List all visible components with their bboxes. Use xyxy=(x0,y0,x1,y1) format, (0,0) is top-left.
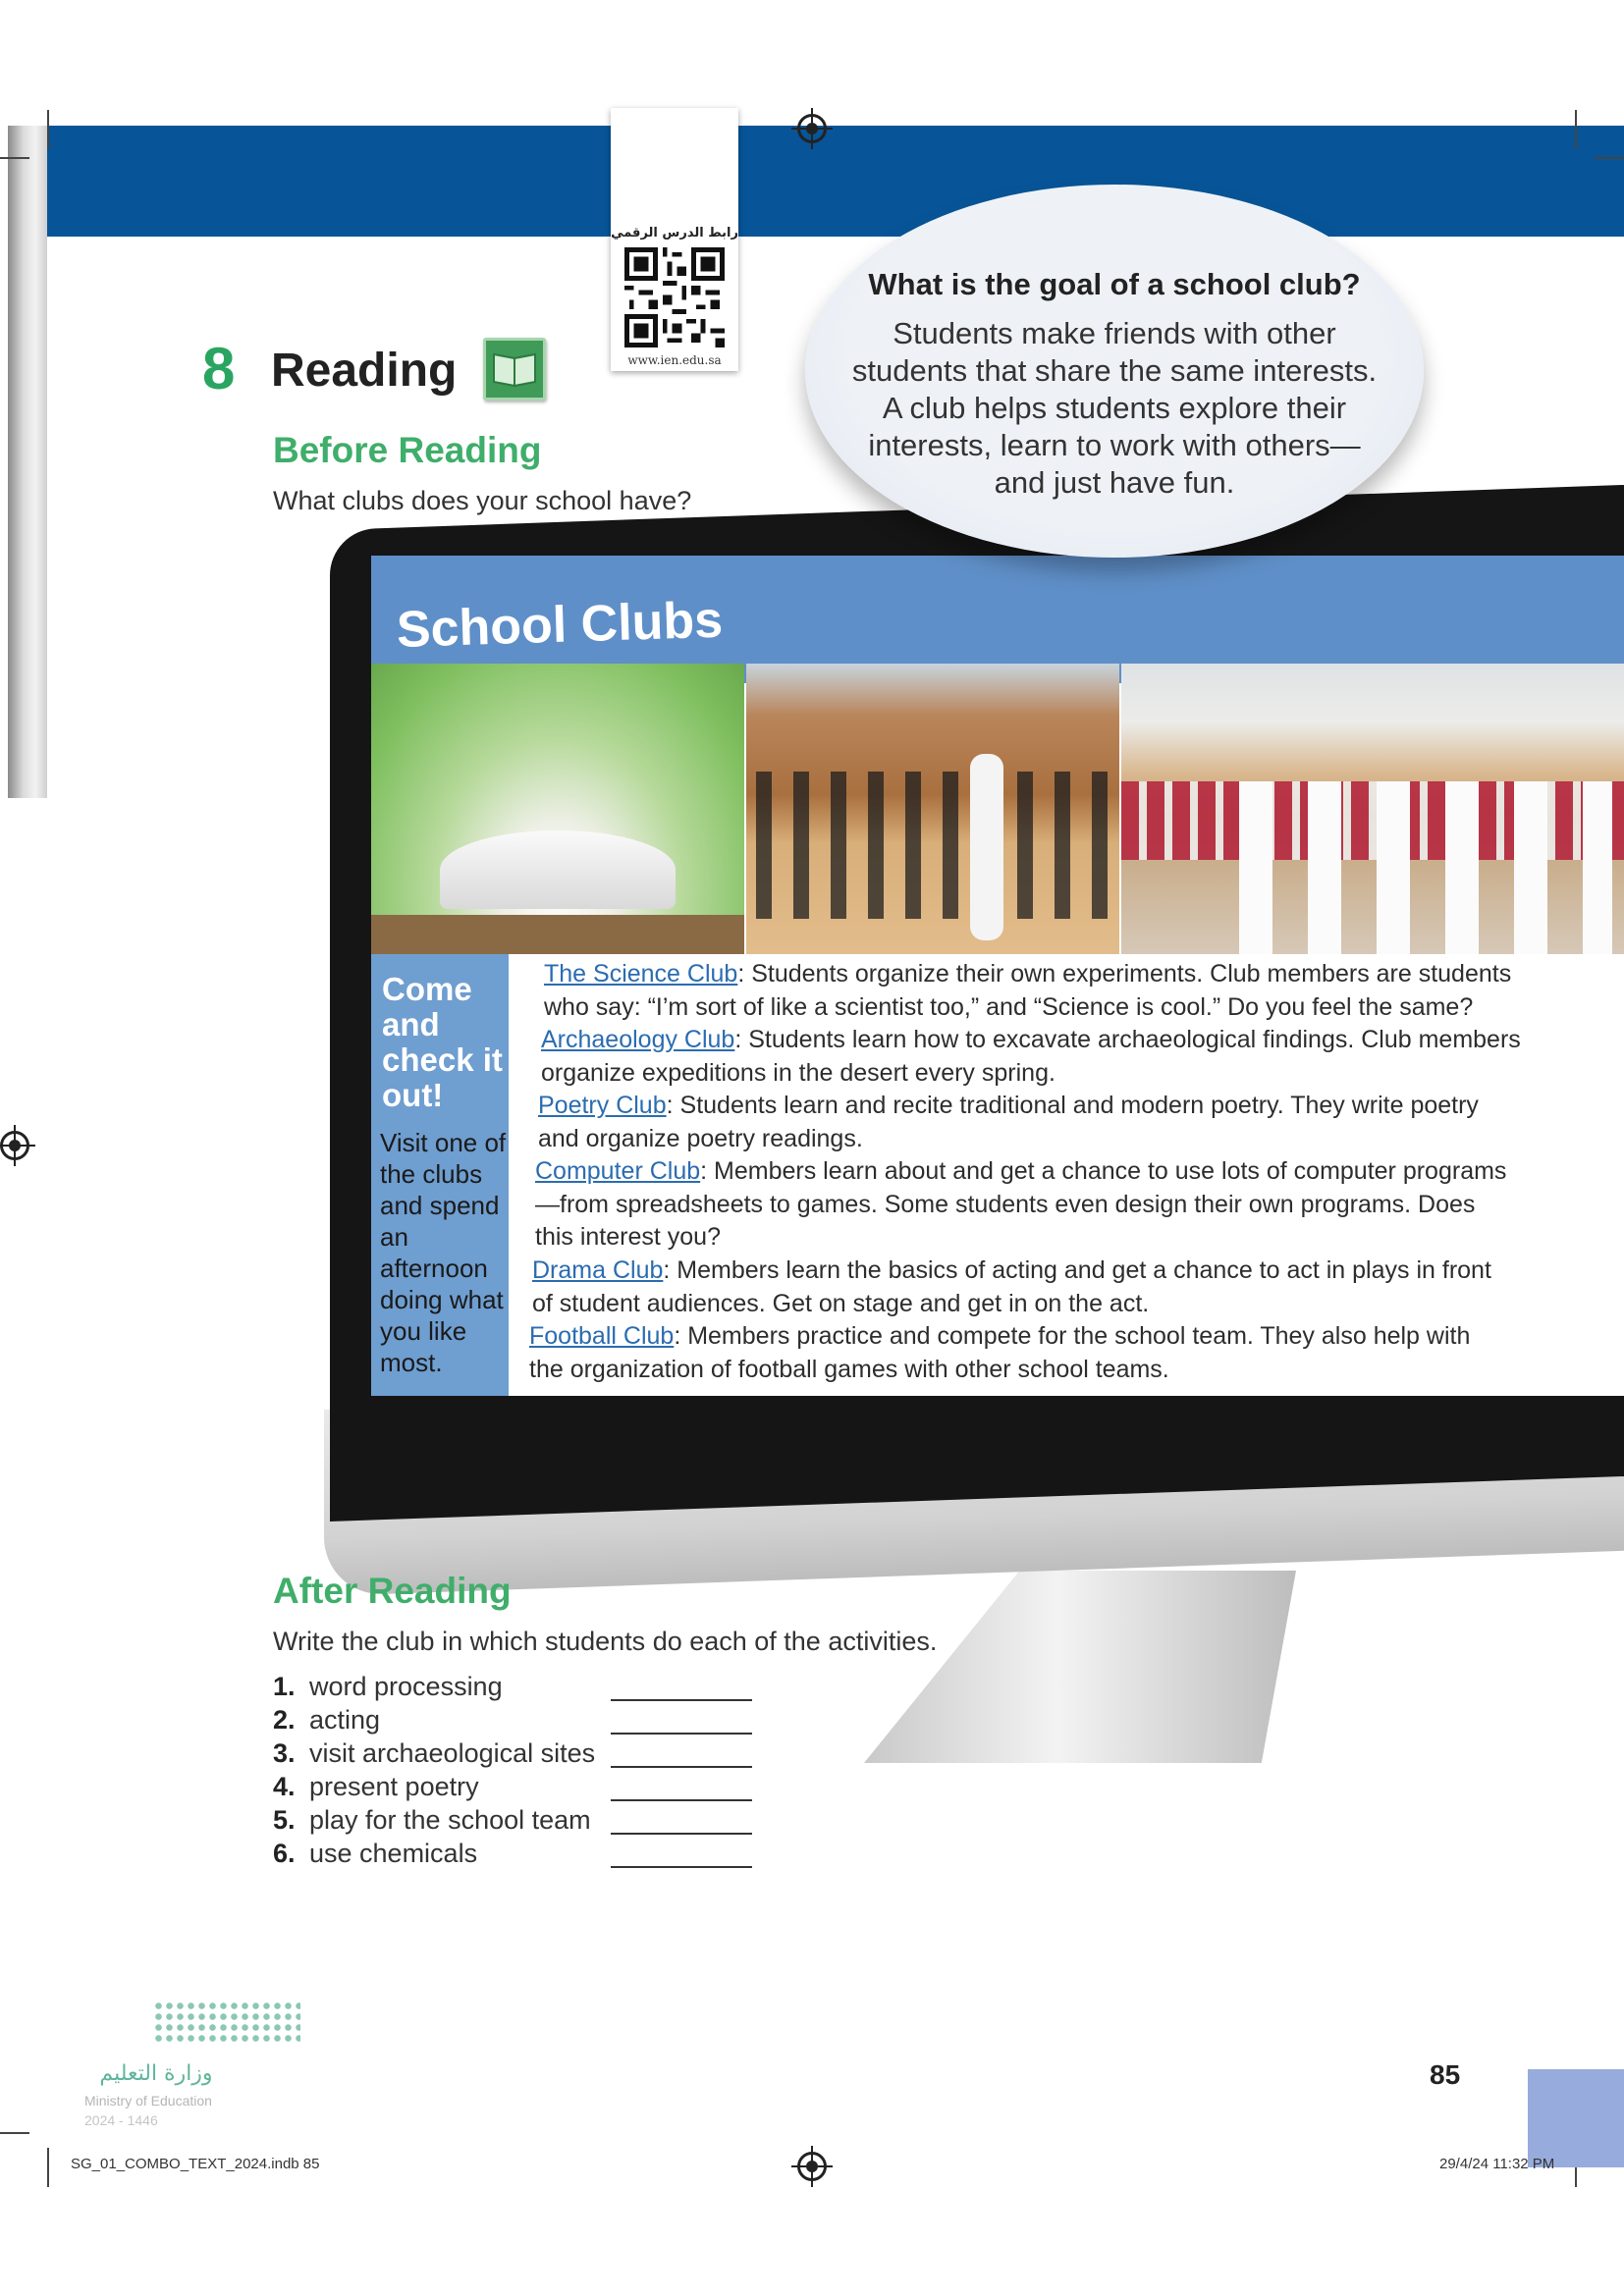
ministry-name-english: Ministry of Education xyxy=(84,2093,212,2109)
item-number: 4. xyxy=(273,1772,296,1801)
club-link-archaeology[interactable]: Archaeology Club xyxy=(541,1026,735,1053)
club-entry-poetry xyxy=(538,1090,1520,1155)
club-entry-football xyxy=(529,1320,1511,1386)
item-activity: word processing xyxy=(309,1672,503,1701)
digital-lesson-qr-card[interactable] xyxy=(611,108,738,371)
page-number: 85 xyxy=(1430,2059,1461,2090)
answer-blank[interactable] xyxy=(611,1699,752,1701)
group-of-people xyxy=(756,772,1110,919)
item-number: 5. xyxy=(273,1805,296,1835)
item-number: 6. xyxy=(273,1839,296,1868)
item-number: 1. xyxy=(273,1672,296,1701)
club-entry-archaeology xyxy=(541,1024,1523,1090)
exercise-item xyxy=(273,1705,784,1738)
print-slug: SG_01_COMBO_TEXT_2024.indb 85 xyxy=(71,2156,320,2172)
left-edge-photo xyxy=(8,126,47,798)
goal-speech-bubble xyxy=(805,185,1424,558)
answer-blank[interactable] xyxy=(611,1833,752,1835)
bubble-answer: Students make friends with other students that share the same interests. A club helps students explore their interests, learn to work with others— and just have fun. xyxy=(851,316,1378,500)
open-book-photo xyxy=(371,664,744,954)
side-panel-body: Visit one of the clubs and spend an afternoon doing what you like most. xyxy=(380,1128,507,1377)
club-entry-drama xyxy=(532,1255,1514,1320)
answer-blank[interactable] xyxy=(611,1766,752,1768)
crop-mark xyxy=(1575,110,1577,149)
crop-mark xyxy=(0,2132,29,2134)
registration-mark xyxy=(797,114,827,143)
club-description: : Members practice and compete for the school team. They also help with the organization of football games with other school teams. xyxy=(529,1322,1471,1383)
monitor-screen xyxy=(371,556,1624,1396)
item-activity: present poetry xyxy=(309,1772,479,1801)
after-reading-instruction: Write the club in which students do each of the activities. xyxy=(273,1627,938,1656)
qr-url[interactable]: www.ien.edu.sa xyxy=(627,353,722,367)
exercise-item xyxy=(273,1772,784,1805)
item-activity: use chemicals xyxy=(309,1839,478,1868)
club-description: : Students learn how to excavate archaeological findings. Club members organize expeditions in the desert every spring. xyxy=(541,1026,1521,1087)
print-timestamp: 29/4/24 11:32 PM xyxy=(1439,2156,1555,2172)
come-check-it-out-panel xyxy=(371,954,509,1396)
item-number: 3. xyxy=(273,1738,296,1768)
crop-mark xyxy=(1595,157,1624,159)
exercise-item xyxy=(273,1672,784,1705)
monitor-stand xyxy=(864,1571,1296,1763)
bubble-question: What is the goal of a school club? xyxy=(868,267,1361,301)
club-description: : Students learn and recite traditional and modern poetry. They write poetry and organize poetry readings. xyxy=(538,1092,1479,1152)
exercise-item xyxy=(273,1805,784,1839)
page-corner-tab xyxy=(1528,2069,1624,2167)
after-reading-heading: After Reading xyxy=(273,1571,512,1611)
screen-title: School Clubs xyxy=(396,591,724,659)
club-description: : Members learn the basics of acting and get a chance to act in plays in front of student audiences. Get on stage and get in on the act. xyxy=(532,1256,1491,1317)
crop-mark xyxy=(47,110,49,149)
top-color-band xyxy=(47,126,1624,237)
guide-in-white-robe xyxy=(970,754,1003,940)
registration-mark xyxy=(797,2152,827,2181)
club-link-drama[interactable]: Drama Club xyxy=(532,1256,664,1284)
club-description: : Students organize their own experiments. Club members are students who say: “I’m sort of like a scientist too,” and “Science is cool.” Do you feel the same? xyxy=(544,960,1512,1021)
exercise-item xyxy=(273,1738,784,1772)
before-reading-question: What clubs does your school have? xyxy=(273,486,692,515)
side-panel-heading: Come and check it out! xyxy=(382,971,503,1113)
desert-expedition-photo xyxy=(746,664,1119,954)
item-number: 2. xyxy=(273,1705,296,1735)
item-activity: visit archaeological sites xyxy=(309,1738,596,1768)
ministry-logo-dots-icon xyxy=(153,2001,300,2042)
school-hall-performance-photo xyxy=(1121,664,1624,954)
club-link-football[interactable]: Football Club xyxy=(529,1322,675,1350)
answer-blank[interactable] xyxy=(611,1866,752,1868)
performers xyxy=(1239,781,1612,954)
unit-number: 8 xyxy=(202,336,236,401)
page-title: Reading xyxy=(271,345,458,397)
qr-caption: رابط الدرس الرقمي xyxy=(611,226,738,240)
crop-mark xyxy=(47,2148,49,2187)
club-entry-science xyxy=(544,958,1526,1024)
wooden-table xyxy=(371,915,744,954)
registration-mark xyxy=(0,1131,29,1160)
club-link-poetry[interactable]: Poetry Club xyxy=(538,1092,667,1119)
club-link-science[interactable]: The Science Club xyxy=(544,960,738,988)
answer-blank[interactable] xyxy=(611,1733,752,1735)
club-description: : Members learn about and get a chance to use lots of computer programs—from spreadsheets to games. Some students even design their own programs. Does this interest you? xyxy=(535,1157,1507,1251)
exercise-item xyxy=(273,1839,784,1872)
ministry-logo xyxy=(82,1991,298,2128)
book-pages xyxy=(440,830,676,909)
club-link-computer[interactable]: Computer Club xyxy=(535,1157,701,1185)
before-reading-heading: Before Reading xyxy=(273,430,542,470)
qr-code-icon[interactable] xyxy=(624,247,725,347)
ministry-year: 2024 - 1446 xyxy=(84,2112,158,2128)
book-icon xyxy=(483,338,546,400)
club-entry-computer xyxy=(535,1155,1517,1255)
item-activity: play for the school team xyxy=(309,1805,591,1835)
answer-blank[interactable] xyxy=(611,1799,752,1801)
ministry-name-arabic: وزارة التعليم xyxy=(99,2061,213,2086)
item-activity: acting xyxy=(309,1705,381,1735)
crop-mark xyxy=(0,157,29,159)
